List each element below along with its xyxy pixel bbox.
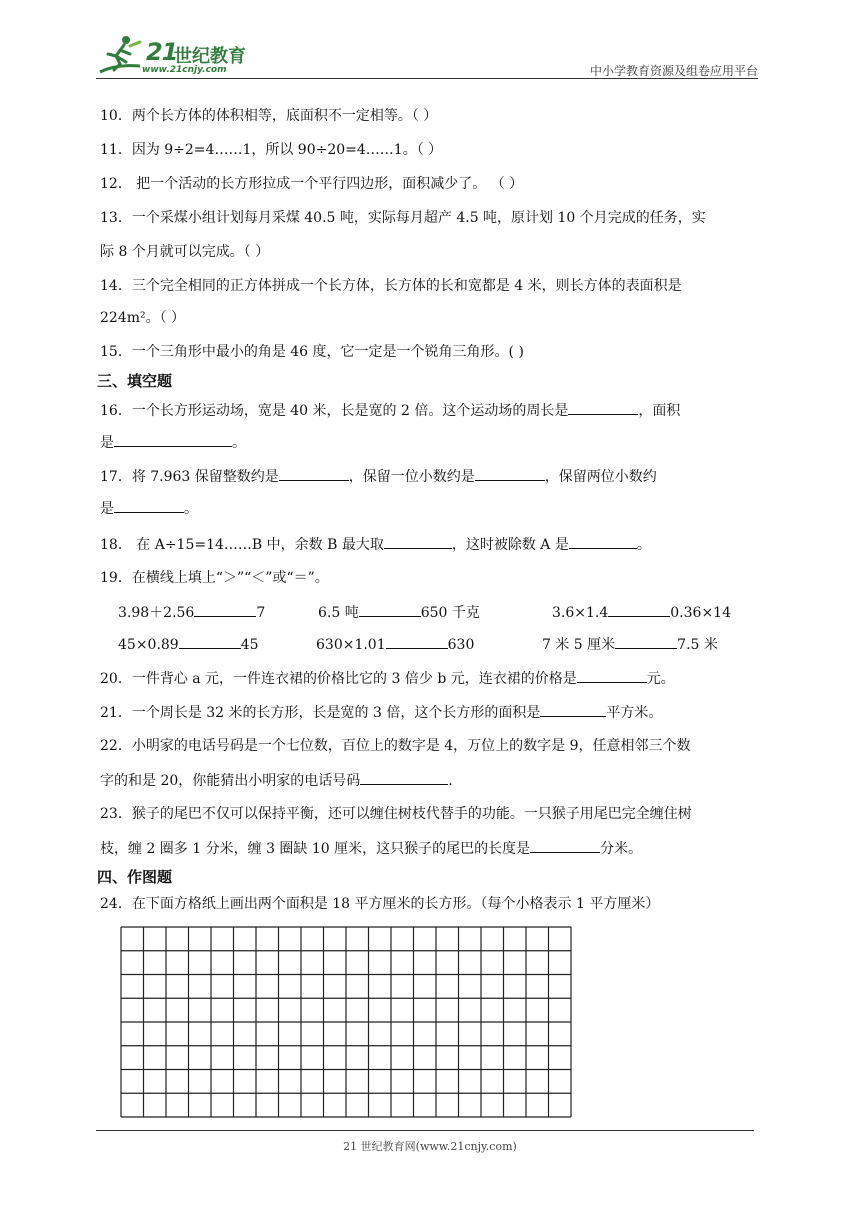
compare-left: 630×1.01 [316, 637, 386, 653]
answer-blank[interactable] [569, 534, 637, 549]
answer-blank[interactable] [577, 668, 647, 683]
platform-name: 中小学教育资源及组卷应用平台 [589, 64, 758, 78]
question-11: 11．因为 9÷2=4……1，所以 90÷20=4……1。（ ） [100, 142, 443, 158]
footer-source: 21 世纪教育网(www.21cnjy.com) [343, 1140, 517, 1153]
footer-divider [96, 1130, 754, 1131]
q17-text-b: ，保留一位小数约是 [348, 469, 475, 485]
section-drawing-heading: 四、作图题 [97, 868, 173, 886]
site-logo [96, 34, 266, 78]
answer-blank[interactable] [475, 466, 545, 481]
question-17-line2 [100, 498, 198, 519]
compare-item [542, 634, 718, 655]
answer-blank[interactable] [114, 432, 232, 447]
grid-paper[interactable] [120, 926, 572, 1122]
page-header [96, 28, 758, 78]
q16-text-c: 是 [100, 435, 114, 451]
question-22-line1: 22．小明家的电话号码是一个七位数，百位上的数字是 4，万位上的数字是 9，任意相邻三个数 [100, 738, 691, 754]
question-15: 15．一个三角形中最小的角是 46 度，它一定是一个锐角三角形。( ) [100, 344, 524, 360]
answer-blank[interactable] [114, 498, 184, 513]
question-16-line1 [100, 400, 680, 421]
logo-url: www.21cnjy.com [142, 65, 227, 75]
compare-right: 630 [447, 637, 475, 653]
question-12: 12． 把一个活动的长方形拉成一个平行四边形，面积减少了。 （ ） [100, 176, 524, 192]
runner-logo-icon [96, 34, 146, 78]
header-divider [96, 78, 758, 79]
question-13-line2: 际 8 个月就可以完成。（ ） [100, 244, 270, 260]
question-18 [100, 534, 651, 555]
compare-left: 7 米 5 厘米 [542, 637, 616, 653]
compare-left: 3.98＋2.56 [118, 605, 195, 621]
answer-blank[interactable] [384, 534, 452, 549]
q20-text-b: 元。 [646, 671, 675, 687]
q22-text-b: . [448, 773, 453, 789]
q16-text-b: ，面积 [638, 403, 681, 419]
compare-left: 6.5 吨 [318, 605, 359, 621]
answer-blank[interactable] [615, 634, 677, 649]
q18-text-a: 18． 在 A÷15=14……B 中，余数 B 最大取 [100, 537, 384, 553]
compare-item [118, 602, 265, 623]
compare-right: 7.5 米 [677, 637, 718, 653]
q18-text-c: 。 [636, 537, 651, 553]
compare-item [118, 634, 259, 655]
question-17-line1 [100, 466, 657, 487]
logo-number: 21 [146, 38, 178, 66]
compare-item [552, 602, 731, 623]
q23-text-a: 枝，缠 2 圈多 1 分米，缠 3 圈缺 10 厘米，这只猴子的尾巴的长度是 [100, 841, 531, 857]
q17-text-c: ，保留两位小数约 [544, 469, 657, 485]
compare-right: 45 [240, 637, 259, 653]
answer-blank[interactable] [608, 602, 670, 617]
section-fill-heading: 三、填空题 [97, 372, 173, 390]
answer-blank[interactable] [194, 602, 256, 617]
q17-text-a: 17．将 7.963 保留整数约是 [100, 469, 279, 485]
q21-text-a: 21．一个周长是 32 米的长方形，长是宽的 3 倍，这个长方形的面积是 [100, 705, 541, 721]
compare-item [318, 602, 480, 623]
question-19: 19．在横线上填上“＞”“＜”或“＝”。 [100, 570, 329, 586]
answer-blank[interactable] [568, 400, 638, 415]
compare-right: 0.36×14 [670, 605, 731, 621]
q18-text-b: ，这时被除数 A 是 [451, 537, 569, 553]
q17-text-d: 是 [100, 501, 114, 517]
logo-text: 世纪教育 [174, 46, 246, 67]
q17-text-e: 。 [184, 501, 198, 517]
answer-blank[interactable] [386, 634, 448, 649]
answer-blank[interactable] [540, 702, 606, 717]
question-20 [100, 668, 675, 689]
q22-text-a: 字的和是 20，你能猜出小明家的电话号码 [100, 773, 361, 789]
question-23-line1: 23．猴子的尾巴不仅可以保持平衡，还可以缠住树枝代替手的功能。一只猴子用尾巴完全缠住树 [100, 806, 692, 822]
compare-left: 3.6×1.4 [552, 605, 609, 621]
q23-text-b: 分米。 [600, 841, 643, 857]
answer-blank[interactable] [179, 634, 241, 649]
answer-blank[interactable] [530, 838, 600, 853]
compare-right: 650 千克 [420, 605, 480, 621]
question-24: 24．在下面方格纸上画出两个面积是 18 平方厘米的长方形。（每个小格表示 1 平方厘米） [100, 896, 660, 912]
answer-blank[interactable] [359, 602, 421, 617]
answer-blank[interactable] [360, 770, 448, 785]
question-14-line1: 14．三个完全相同的正方体拼成一个长方体，长方体的长和宽都是 4 米，则长方体的表面积是 [100, 278, 682, 294]
question-21 [100, 702, 662, 723]
q16-text-a: 16．一个长方形运动场，宽是 40 米，长是宽的 2 倍。这个运动场的周长是 [100, 403, 569, 419]
question-22-line2 [100, 770, 453, 791]
question-13-line1: 13．一个采煤小组计划每月采煤 40.5 吨，实际每月超产 4.5 吨，原计划 10 个月完成的任务，实 [100, 210, 706, 226]
q20-text-a: 20．一件背心 a 元，一件连衣裙的价格比它的 3 倍少 b 元，连衣裙的价格是 [100, 671, 577, 687]
compare-item [316, 634, 474, 655]
question-14-line2: 224m²。（ ） [100, 310, 186, 326]
question-23-line2 [100, 838, 642, 859]
grid-paper-svg[interactable] [120, 926, 572, 1118]
question-16-line2 [100, 432, 246, 453]
answer-blank[interactable] [279, 466, 349, 481]
q21-text-b: 平方米。 [606, 705, 663, 721]
q16-text-d: 。 [232, 435, 246, 451]
question-10: 10．两个长方体的体积相等，底面积不一定相等。（ ） [100, 108, 438, 124]
compare-right: 7 [256, 605, 266, 621]
compare-left: 45×0.89 [118, 637, 179, 653]
